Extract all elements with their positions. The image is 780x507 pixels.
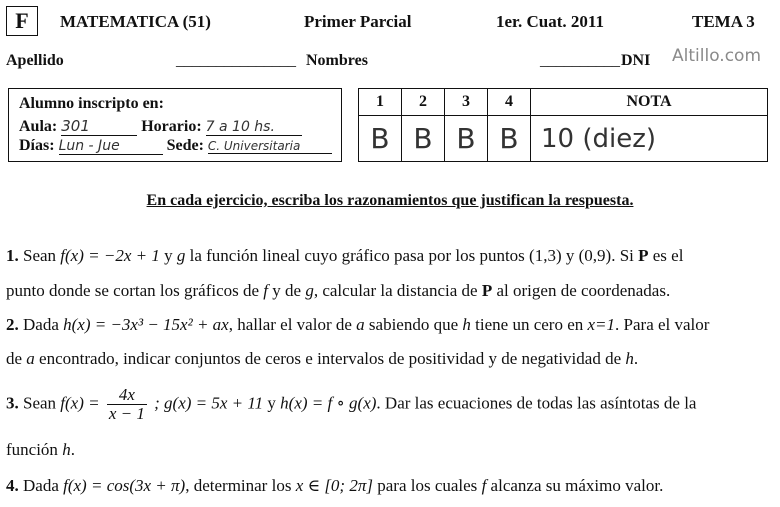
exam-name: Primer Parcial [304,12,412,31]
text: . Dar las ecuaciones de todas las asíntotas de la [376,393,697,413]
exercise-3-number: 3. [6,393,19,413]
grade-header-nota: NOTA [531,89,768,116]
names-label: Nombres [306,52,368,69]
fraction [107,386,147,423]
var-g: g [305,281,314,300]
exercise-1-line-2 [6,281,670,301]
var-g: g [176,246,186,265]
var-h: h [625,349,634,368]
surname-field: _______________ [176,52,296,69]
text: Dada [23,315,59,334]
horario-value: 7 a 10 hs. [206,119,302,136]
var-h: h [462,315,471,334]
var-a: a [26,349,35,368]
horario-label: Horario: [141,118,202,135]
dias-row [19,137,332,155]
exercise-2-line-2 [6,349,638,369]
fraction-denominator: x − 1 [108,404,145,423]
var-x: x [295,476,304,495]
text: tiene un cero en [475,315,584,334]
grades-table [358,88,768,162]
fraction-numerator: 4x [107,386,147,405]
text: para los cuales [377,476,478,495]
formula-f: f(x) = −2x + 1 [60,246,160,265]
student-box-title: Alumno inscripto en: [19,95,164,112]
text: . [70,440,75,459]
var-P: P [638,246,649,265]
formula-f-lhs: f(x) = [60,393,100,413]
interval: ∈ [0; 2π] [307,476,373,495]
aula-row [19,117,302,136]
text: punto donde se cortan los gráficos de [6,281,260,300]
text: función [6,440,58,459]
surname-label: Apellido [6,52,64,69]
dni-label: DNI [621,52,651,69]
exercise-4-line-1 [6,476,663,496]
text: . Para el valor [615,315,710,334]
grade-header-1: 1 [359,89,402,116]
exercise-2-number: 2. [6,315,19,334]
var-a: a [356,315,365,334]
course-title: MATEMATICA (51) [60,12,211,31]
dias-label: Días: [19,137,55,154]
text: y [267,393,276,413]
text: Sean [23,246,57,265]
exercise-4-number: 4. [6,476,19,495]
var-h: h [62,440,71,459]
var-P: P [481,281,493,300]
text: y [164,246,173,265]
watermark: Altillo.com [672,46,762,66]
grade-value-4: B [488,116,531,162]
grade-value-2: B [402,116,445,162]
text: Sean [23,393,57,413]
sede-label: Sede: [166,137,204,154]
formula-h: h(x) = −3x³ − 15x² + ax [63,315,229,334]
grade-header-3: 3 [445,89,488,116]
var-f: f [481,476,487,495]
exercise-1-number: 1. [6,246,19,265]
text: alcanza su máximo valor. [490,476,664,495]
grade-header-4: 4 [488,89,531,116]
text: encontrado, indicar conjuntos de ceros e intervalos de positividad y de negatividad de [39,349,622,368]
tema-label: TEMA 3 [692,12,755,31]
text: y de [272,281,302,300]
text: de [6,349,23,368]
var-f: f [263,281,269,300]
formula-f: f(x) = cos(3x + π) [63,476,186,495]
text: , determinar los [185,476,292,495]
aula-label: Aula: [19,118,58,135]
sede-value: C. Universitaria [208,139,332,154]
version-box: F [6,6,38,36]
value-x1: x=1 [587,315,616,334]
text: , calcular la distancia de [313,281,478,300]
text: la función lineal cuyo gráfico pasa por los puntos (1,3) y (0,9). Si [189,246,634,265]
text: sabiendo que [368,315,459,334]
text: es el [652,246,684,265]
instruction: En cada ejercicio, escriba los razonamientos que justifican la respuesta. [146,192,634,209]
exercise-1-line-1 [6,246,683,266]
exercise-2-line-1 [6,315,709,335]
term: 1er. Cuat. 2011 [496,12,604,31]
formula-h: h(x) = f ∘ g(x) [280,393,377,413]
text: al origen de coordenadas. [496,281,671,300]
dni-field: __________ [540,52,620,69]
grade-value-nota: 10 (diez) [531,116,768,162]
grade-value-3: B [445,116,488,162]
aula-value: 301 [61,117,137,136]
dias-value: Lun - Jue [59,138,163,155]
exercise-3-line-2 [6,440,75,460]
text: . [633,349,639,368]
formula-g: ; g(x) = 5x + 11 [154,393,264,413]
text: Dada [23,476,59,495]
exercise-3-line-1 [6,386,696,423]
grade-header-2: 2 [402,89,445,116]
text: , hallar el valor de [228,315,352,334]
grade-value-1: B [359,116,402,162]
student-box [8,88,342,162]
